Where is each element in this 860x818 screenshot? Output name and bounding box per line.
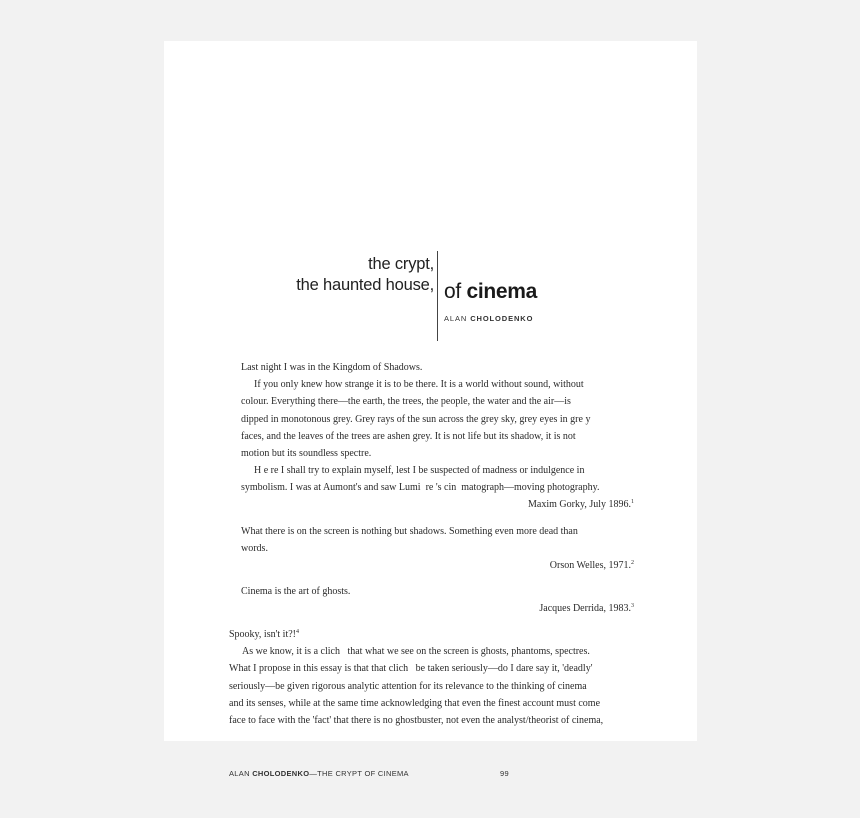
footer-author-last: CHOLODENKO bbox=[252, 769, 310, 778]
chapter-title-left bbox=[296, 254, 434, 296]
chapter-title-right bbox=[444, 278, 537, 306]
body-line: As we know, it is a clich that what we see on the screen is ghosts, phantoms, spectres. bbox=[242, 646, 590, 658]
attribution-welles bbox=[550, 557, 634, 574]
epigraph-line: words. bbox=[241, 543, 268, 555]
epigraph-line: dipped in monotonous grey. Grey rays of the sun across the grey sky, grey eyes in gre y bbox=[241, 413, 591, 425]
footnote-marker[interactable]: 3 bbox=[631, 603, 634, 609]
epigraph-line: Last night I was in the Kingdom of Shadows. bbox=[241, 362, 423, 373]
page-number: 99 bbox=[500, 769, 509, 778]
epigraph-line: What there is on the screen is nothing but shadows. Something even more dead than bbox=[241, 526, 578, 537]
title-of: of bbox=[444, 280, 467, 303]
attribution-text: Orson Welles, 1971. bbox=[549, 560, 631, 571]
body-line: face to face with the 'fact' that there is no ghostbuster, not even the analyst/theorist of cinema, bbox=[229, 715, 604, 727]
footnote-marker[interactable]: 1 bbox=[631, 499, 634, 505]
body-line: and its senses, while at the same time acknowledging that even the finest account must come bbox=[229, 697, 601, 709]
byline-last: CHOLODENKO bbox=[470, 314, 534, 323]
epigraph-line: If you only knew how strange it is to be there. It is a world without sound, without bbox=[254, 379, 584, 391]
epigraph-line: faces, and the leaves of the trees are ashen grey. It is not life but its shadow, it is not bbox=[241, 430, 576, 442]
footer-author-first: ALAN bbox=[229, 769, 253, 778]
epigraph-line: motion but its soundless spectre. bbox=[241, 448, 372, 460]
footnote-marker[interactable]: 4 bbox=[296, 629, 299, 635]
title-line-1: the crypt, bbox=[368, 255, 434, 273]
opening-line bbox=[229, 626, 603, 643]
attribution-derrida bbox=[539, 600, 634, 617]
epigraph-line: Cinema is the art of ghosts. bbox=[241, 586, 351, 597]
epigraph-line: symbolism. I was at Aumont's and saw Lumi re 's cin matograph—moving photography. bbox=[241, 482, 600, 494]
epigraph-derrida bbox=[241, 583, 350, 600]
attribution-text: Jacques Derrida, 1983. bbox=[539, 603, 631, 614]
title-divider bbox=[437, 251, 438, 341]
footnote-marker[interactable]: 2 bbox=[631, 560, 634, 566]
author-byline bbox=[444, 314, 533, 323]
attribution-text: Maxim Gorky, July 1896. bbox=[528, 499, 631, 510]
attribution-gorky bbox=[528, 496, 634, 513]
epigraph-line: colour. Everything there—the earth, the trees, the people, the water and the air—is bbox=[241, 396, 571, 408]
body-line: seriously—be given rigorous analytic attention for its relevance to the thinking of cinema bbox=[229, 680, 587, 692]
epigraph-line: H e re I shall try to explain myself, lest I be suspected of madness or indulgence in bbox=[254, 465, 585, 477]
title-cinema: cinema bbox=[466, 280, 538, 303]
byline-first: ALAN bbox=[444, 314, 471, 323]
footer-title: —THE CRYPT OF CINEMA bbox=[309, 769, 409, 778]
title-line-2: the haunted house, bbox=[296, 276, 434, 294]
opening-text: Spooky, isn't it?! bbox=[229, 629, 296, 640]
epigraph-welles bbox=[241, 523, 578, 557]
body-text bbox=[229, 626, 603, 729]
epigraph-gorky bbox=[241, 359, 599, 497]
running-footer bbox=[229, 769, 409, 778]
body-line: What I propose in this essay is that that clich be taken seriously—do I dare say it, 'deadly' bbox=[229, 663, 593, 675]
